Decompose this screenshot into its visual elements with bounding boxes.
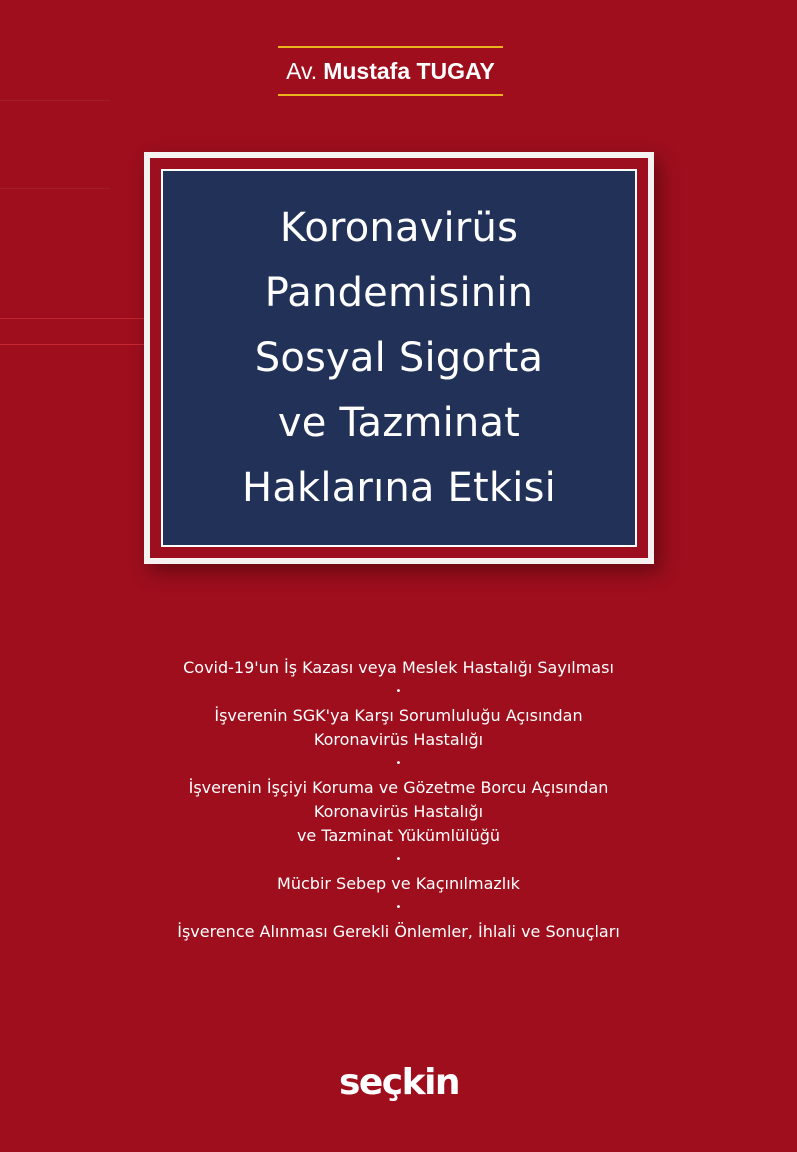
topic-line: İşverence Alınması Gerekli Önlemler, İhlali ve Sonuçları (177, 922, 620, 941)
decorative-line (0, 344, 160, 345)
title-line: Sosyal Sigorta (254, 334, 544, 381)
title-panel (161, 169, 637, 547)
title-line: Koronavirüs (279, 204, 519, 251)
title-frame-border (150, 158, 648, 558)
topics-list (100, 656, 697, 944)
topic-line: Covid-19'un İş Kazası veya Meslek Hastalığı Sayılması (183, 658, 614, 677)
topic-line: Koronavirüs Hastalığı (313, 730, 484, 749)
title-frame (144, 152, 654, 564)
publisher-logo: seçkin (338, 1062, 460, 1103)
bullet-separator: • (395, 854, 402, 865)
topic-line: ve Tazminat Yükümlülüğü (296, 826, 501, 845)
author-prefix: Av. (286, 57, 318, 84)
decorative-line (0, 318, 160, 319)
decorative-line (0, 100, 110, 101)
book-title (242, 196, 556, 521)
decorative-line (0, 188, 110, 189)
bullet-separator: • (395, 686, 402, 697)
topic-line: İşverenin İşçiyi Koruma ve Gözetme Borcu Açısından (188, 778, 609, 797)
topic-line: İşverenin SGK'ya Karşı Sorumluluğu Açısından (214, 706, 583, 725)
topic-item (100, 920, 697, 944)
bullet-separator: • (395, 902, 402, 913)
topic-item (100, 656, 697, 680)
topic-line: Koronavirüs Hastalığı (313, 802, 484, 821)
topic-item (100, 872, 697, 896)
title-line: ve Tazminat (277, 399, 521, 446)
title-line: Haklarına Etkisi (242, 464, 556, 511)
author-block (278, 46, 503, 96)
topic-line: Mücbir Sebep ve Kaçınılmazlık (277, 874, 520, 893)
title-line: Pandemisinin (264, 269, 534, 316)
topic-item (100, 776, 697, 848)
topic-item (100, 704, 697, 752)
bullet-separator: • (395, 758, 402, 769)
author-name: Mustafa TUGAY (323, 57, 495, 84)
